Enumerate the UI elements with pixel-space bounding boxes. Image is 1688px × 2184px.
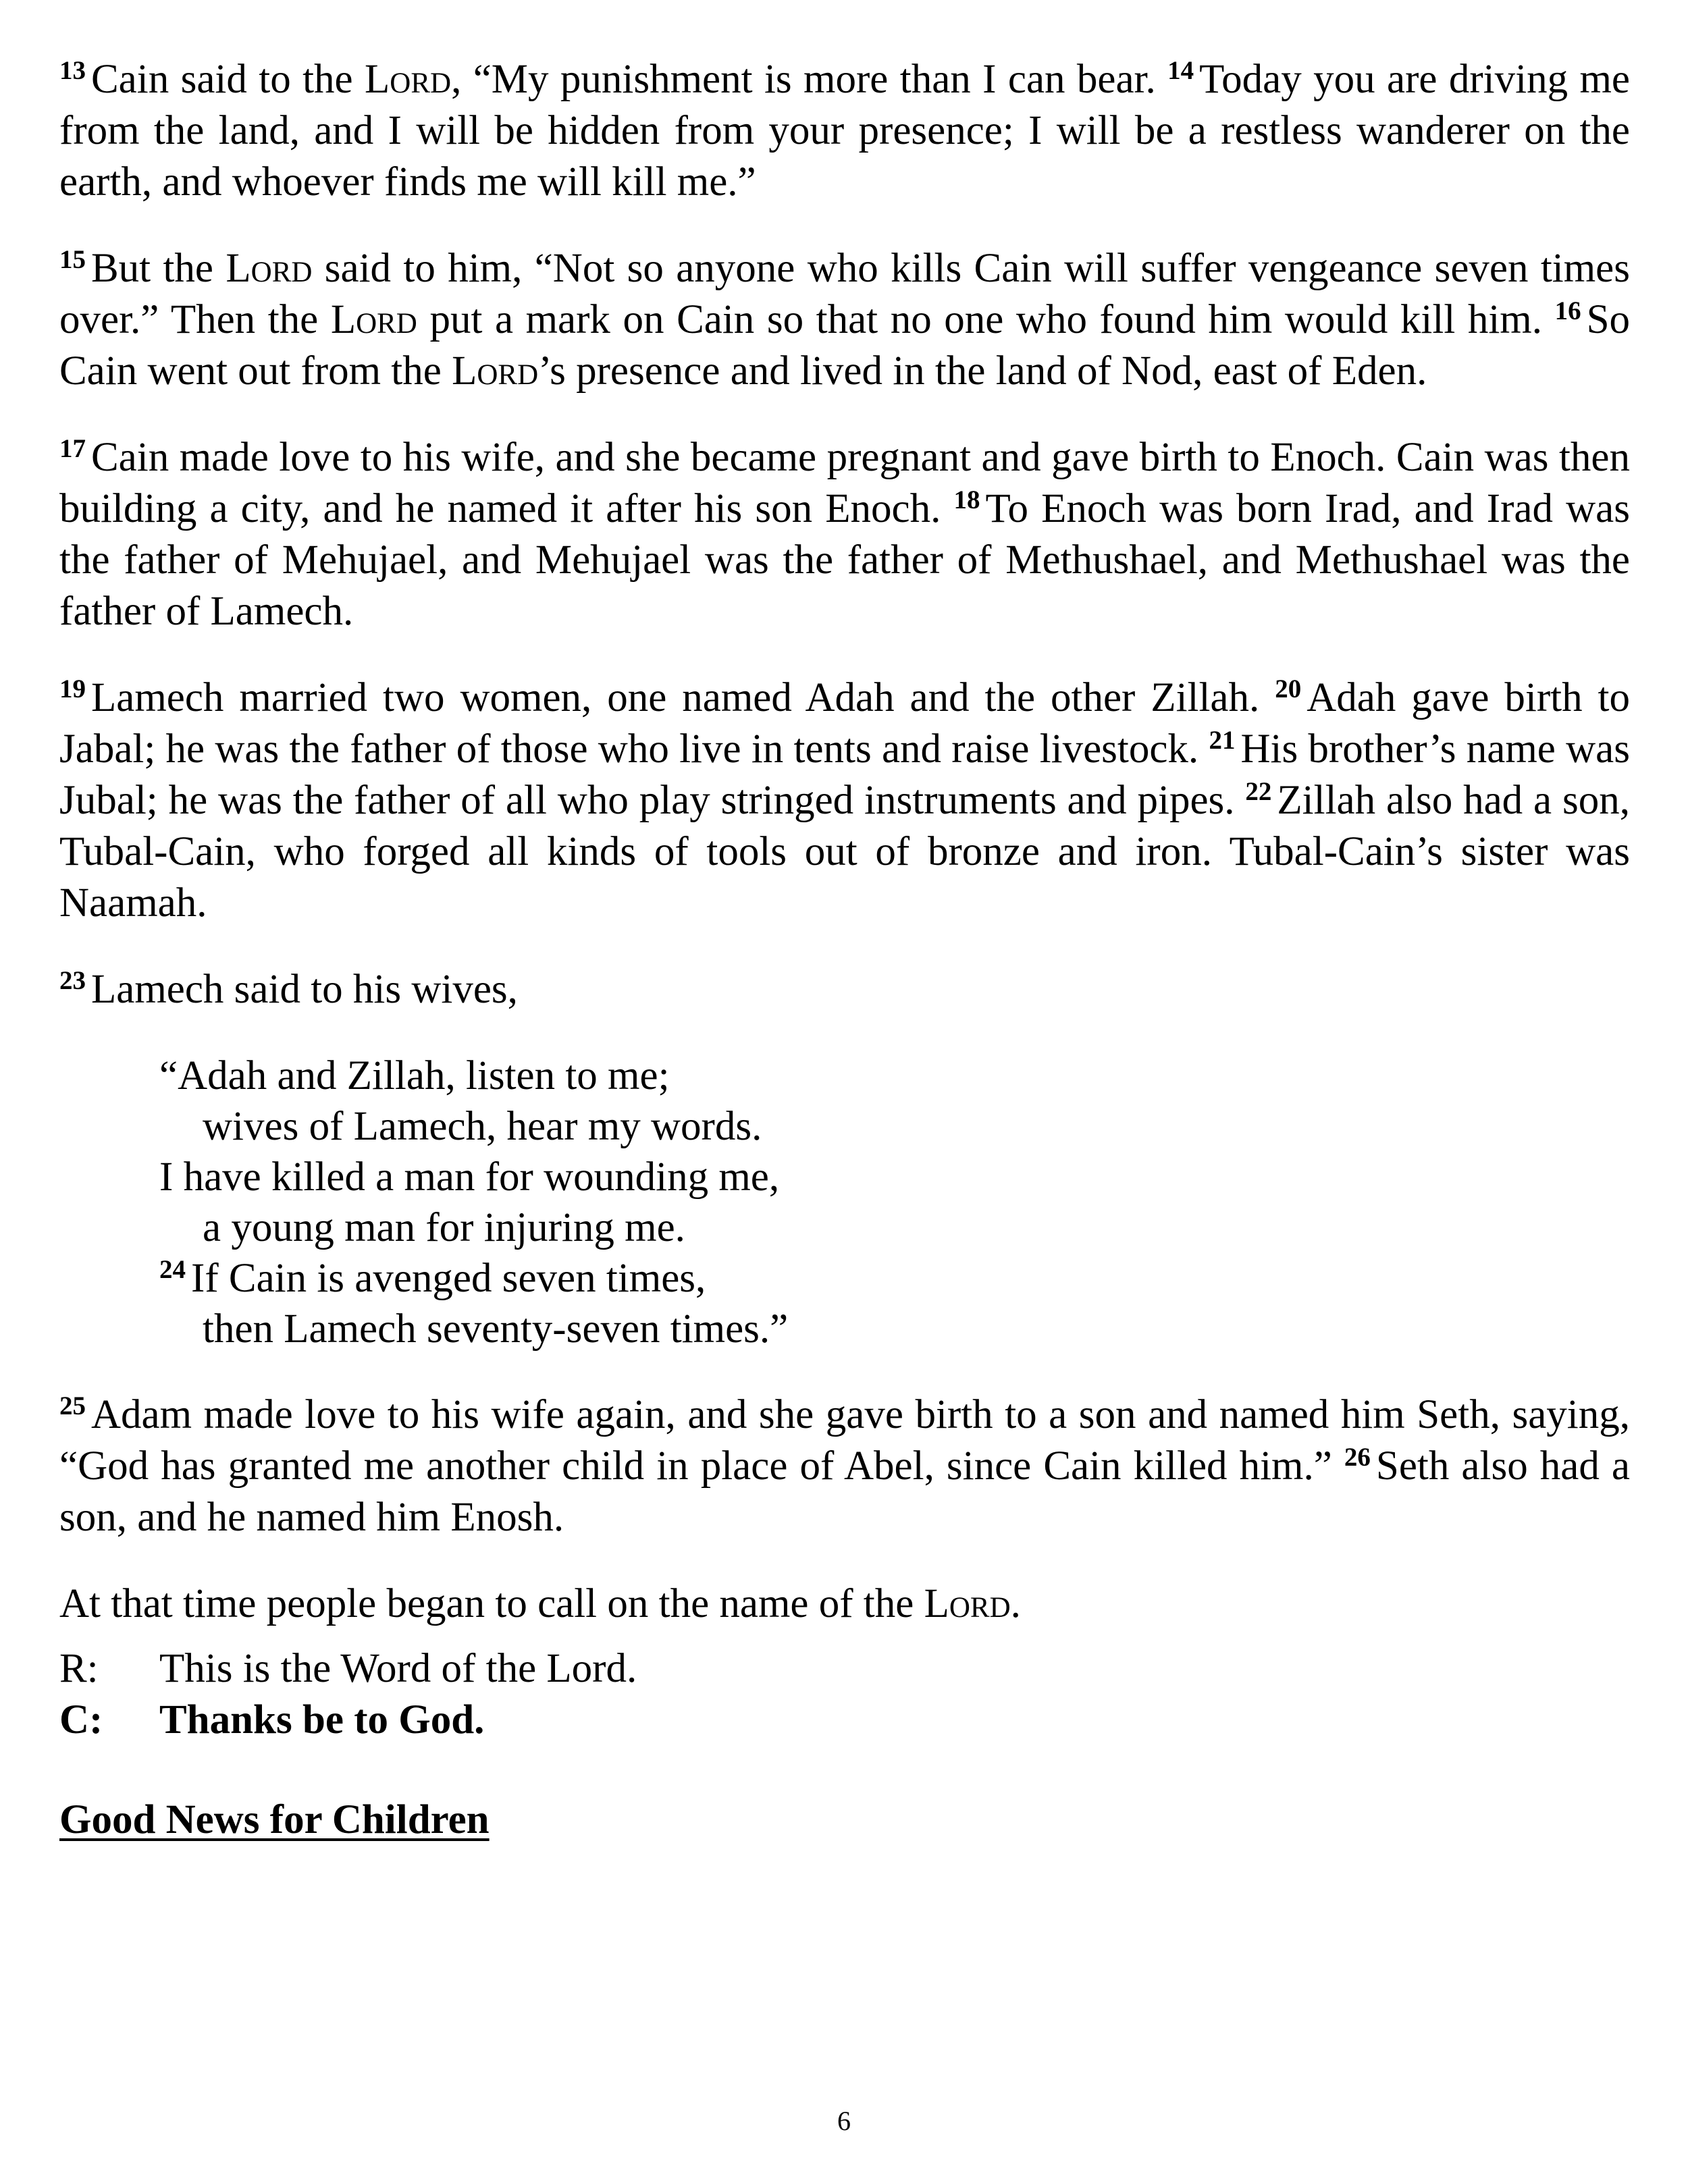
response-text: Thanks be to God. <box>159 1697 485 1742</box>
section-heading: Good News for Children <box>59 1797 490 1842</box>
response-congregation <box>59 1695 1630 1746</box>
paragraph-verses-13-14 <box>59 54 1630 208</box>
poem-line: “Adah and Zillah, listen to me; <box>159 1053 670 1098</box>
poem-line: I have killed a man for wounding me, <box>159 1154 780 1200</box>
paragraph-verses-19-22 <box>59 672 1630 929</box>
response-label: R: <box>59 1646 99 1691</box>
page-number: 6 <box>837 2106 851 2136</box>
verse-text: His brother’s name was Jubal; he was the father of all who play stringed instruments and pipes. <box>59 726 1630 823</box>
verse-text: Adam made love to his wife again, and she gave birth to a son and named him Seth, saying, “God has granted me another child in place of Abel, since Cain killed him.” <box>59 1392 1630 1489</box>
verse-number: 26 <box>1344 1443 1371 1472</box>
verse-text: Cain made love to his wife, and she became pregnant and gave birth to Enoch. Cain was then building a city, and he named it after his son Enoch. <box>59 435 1630 531</box>
verse-text: Lamech said to his wives, <box>91 967 518 1012</box>
verse-text: ’s presence and lived in the land of Nod, east of Eden. <box>538 348 1427 394</box>
verse-text: Today you are driving me from the land, and I will be hidden from your presence; I will be a restless wanderer on the earth, and whoever finds me will kill me.” <box>59 57 1630 205</box>
verse-number: 17 <box>59 434 86 463</box>
verse-text: So Cain went out from the <box>59 297 1630 394</box>
lord-smallcaps: Lord <box>365 57 452 102</box>
paragraph-verses-15-16 <box>59 243 1630 397</box>
response-label: C: <box>59 1697 103 1742</box>
verse-text: said to him, “Not so anyone who kills Cain will suffer vengeance seven times over.” Then the <box>59 246 1630 342</box>
verse-number: 22 <box>1245 777 1272 806</box>
poem-line: wives of Lamech, hear my words. <box>203 1104 762 1149</box>
verse-text: put a mark on Cain so that no one who found him would kill him. <box>417 297 1555 342</box>
verse-text: Cain said to the <box>91 57 365 102</box>
verse-text: . <box>1010 1581 1021 1626</box>
poem-line-text: If Cain is avenged seven times, <box>191 1256 706 1301</box>
response-text: This is the Word of the Lord. <box>159 1646 637 1691</box>
verse-text: But the <box>91 246 226 291</box>
paragraph-closing <box>59 1578 1630 1630</box>
poem-block <box>159 1050 1630 1354</box>
verse-text: Lamech married two women, one named Adah and the other Zillah. <box>91 675 1275 720</box>
verse-number: 23 <box>59 966 86 995</box>
verse-number: 14 <box>1167 56 1194 85</box>
poem-line-verse-24 <box>159 1253 1630 1304</box>
lord-smallcaps: Lord <box>226 246 313 291</box>
verse-number: 20 <box>1275 674 1302 703</box>
verse-number: 25 <box>59 1391 86 1420</box>
paragraph-verses-17-18 <box>59 432 1630 637</box>
verse-text: To Enoch was born Irad, and Irad was the father of Mehujael, and Mehujael was the father of Methushael, and Methushael was the father of Lamech. <box>59 486 1630 634</box>
verse-text: Zillah also had a son, Tubal-Cain, who forged all kinds of tools out of bronze and iron. Tubal-Cain’s sister was Naamah. <box>59 778 1630 926</box>
verse-number: 16 <box>1554 296 1581 325</box>
verse-number: 15 <box>59 245 86 274</box>
verse-text: Adah gave birth to Jabal; he was the father of those who live in tents and raise livestock. <box>59 675 1630 772</box>
verse-number: 18 <box>953 485 980 514</box>
verse-text: At that time people began to call on the name of the <box>59 1581 924 1626</box>
verse-number: 13 <box>59 56 86 85</box>
paragraph-verses-25-26 <box>59 1389 1630 1543</box>
lord-smallcaps: Lord <box>924 1581 1011 1626</box>
poem-line: a young man for injuring me. <box>203 1205 685 1250</box>
verse-text: , “My punishment is more than I can bear. <box>451 57 1168 102</box>
response-reader <box>59 1643 1630 1695</box>
verse-number: 19 <box>59 674 86 703</box>
poem-line: then Lamech seventy-seven times.” <box>203 1306 789 1352</box>
verse-number: 24 <box>159 1255 186 1284</box>
verse-number: 21 <box>1209 726 1236 755</box>
paragraph-verse-23 <box>59 964 1630 1015</box>
verse-text: Seth also had a son, and he named him Enosh. <box>59 1443 1630 1540</box>
lord-smallcaps: Lord <box>330 297 417 342</box>
document-page <box>59 54 1630 1846</box>
lord-smallcaps: Lord <box>452 348 539 394</box>
